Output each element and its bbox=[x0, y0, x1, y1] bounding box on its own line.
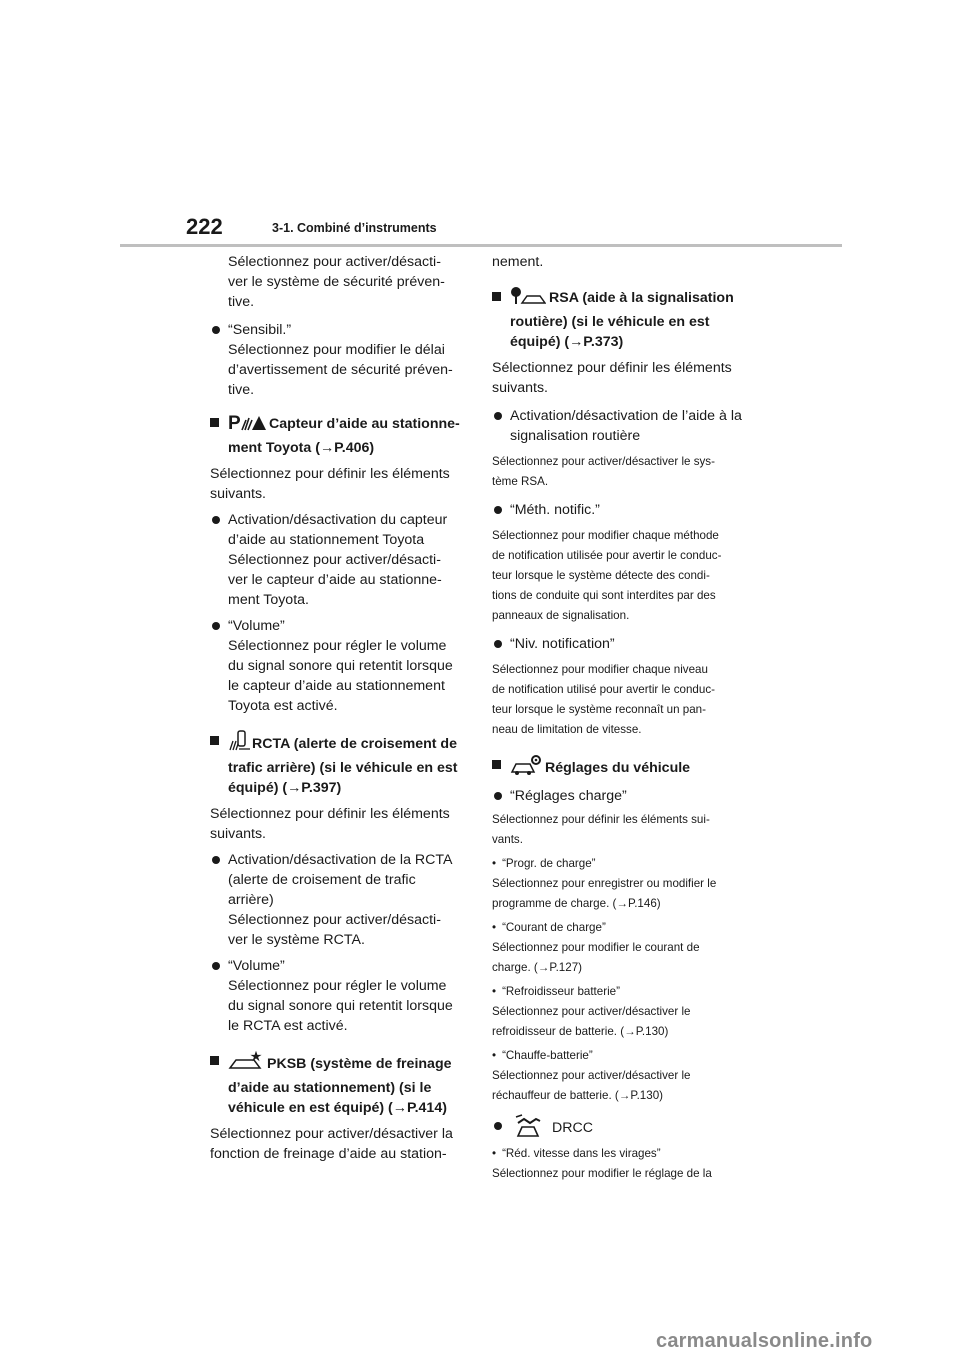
bullet-line: ment Toyota. bbox=[228, 592, 309, 608]
bullet-rcta-volume bbox=[210, 956, 468, 1036]
pksb-icon bbox=[228, 1050, 264, 1078]
bullet-line: Sélectionnez pour modifier le délai bbox=[228, 342, 445, 358]
bullet-line: Toyota est activé. bbox=[228, 698, 338, 714]
sub-item bbox=[492, 918, 754, 978]
sub-bullet-mark: • bbox=[492, 1049, 497, 1062]
heading-text: Capteur d’aide au stationne- bbox=[269, 416, 460, 432]
sub-item bbox=[492, 854, 754, 914]
sub-bullet-mark: • bbox=[492, 857, 497, 870]
intro-line: ver le système de sécurité préven- bbox=[228, 274, 445, 290]
small-text: vants. bbox=[492, 833, 523, 846]
bullet-line: du signal sonore qui retentit lorsque bbox=[228, 658, 453, 674]
sub-item-title: “Courant de charge” bbox=[502, 921, 606, 934]
heading-text: RCTA (alerte de croisement de bbox=[252, 736, 457, 752]
sub-item-line: programme de charge. (→P.146) bbox=[492, 897, 661, 910]
small-text: tions de conduite qui sont interdites par des bbox=[492, 589, 716, 602]
sub-item-line: charge. (→P.127) bbox=[492, 961, 583, 974]
section-intro: suivants. bbox=[210, 826, 266, 842]
sub-item-line: Sélectionnez pour modifier le réglage de la bbox=[492, 1167, 712, 1180]
heading-text: ment Toyota (→P.406) bbox=[228, 440, 375, 456]
section-intro: Sélectionnez pour activer/désactiver la bbox=[210, 1126, 453, 1142]
drcc-icon bbox=[514, 1114, 544, 1144]
bullet-dot bbox=[494, 792, 502, 800]
small-text: de notification utilisée pour avertir le conduc- bbox=[492, 549, 722, 562]
bullet-dot bbox=[212, 516, 220, 524]
bullet-dot bbox=[494, 640, 502, 648]
bullet-line: Activation/désactivation de la RCTA bbox=[228, 852, 453, 868]
bullet-rsa-activation bbox=[492, 406, 754, 446]
bullet-line: d’aide au stationnement Toyota bbox=[228, 532, 425, 548]
section-intro: fonction de freinage d’aide au station- bbox=[210, 1146, 447, 1162]
vehicle-settings-icon bbox=[510, 754, 542, 782]
bullet-line: (alerte de croisement de trafic bbox=[228, 872, 416, 888]
continuation-text: nement. bbox=[492, 254, 544, 270]
small-text: Sélectionnez pour modifier chaque méthode bbox=[492, 529, 719, 542]
sub-item-line: refroidisseur de batterie. (→P.130) bbox=[492, 1025, 669, 1038]
sub-item-title: “Refroidisseur batterie” bbox=[502, 985, 620, 998]
heading-text: routière) (si le véhicule en est bbox=[510, 314, 710, 330]
sub-bullet-mark: • bbox=[492, 1147, 497, 1160]
rsa-icon bbox=[510, 286, 546, 312]
bullet-dot bbox=[494, 1122, 502, 1130]
page-number: 222 bbox=[186, 214, 223, 239]
heading-text: d’aide au stationnement) (si le bbox=[228, 1080, 432, 1096]
square-bullet bbox=[210, 418, 219, 427]
bullet-line: tive. bbox=[228, 382, 255, 398]
heading-text: équipé) (→P.373) bbox=[510, 334, 624, 350]
bullet-line: Sélectionnez pour régler le volume bbox=[228, 638, 447, 654]
small-text: neau de limitation de vitesse. bbox=[492, 723, 642, 736]
bullet-dot bbox=[494, 412, 502, 420]
bullet-title: “Sensibil.” bbox=[228, 322, 292, 338]
sub-item-line: Sélectionnez pour enregistrer ou modifier le bbox=[492, 877, 717, 890]
section-intro: Sélectionnez pour définir les éléments bbox=[210, 466, 450, 482]
section-heading-rsa bbox=[492, 286, 754, 352]
bullet-line: ver le système RCTA. bbox=[228, 932, 365, 948]
intro-line: tive. bbox=[228, 294, 255, 310]
bullet-line: “Volume” bbox=[228, 618, 285, 634]
square-bullet bbox=[210, 1056, 219, 1065]
heading-text: véhicule en est équipé) (→P.414) bbox=[228, 1100, 447, 1116]
small-text: panneaux de signalisation. bbox=[492, 609, 630, 622]
bullet-sensibil bbox=[210, 320, 468, 400]
bullet-dot bbox=[212, 622, 220, 630]
bullet-charge-settings bbox=[492, 786, 754, 806]
bullet-parking-activation bbox=[210, 510, 468, 610]
bullet-title: “Méth. notific.” bbox=[510, 502, 600, 518]
bullet-drcc bbox=[492, 1114, 754, 1144]
bullet-line: arrière) bbox=[228, 892, 274, 908]
bullet-rcta-activation bbox=[210, 850, 468, 950]
svg-text:P: P bbox=[228, 413, 241, 432]
section-intro: suivants. bbox=[210, 486, 266, 502]
bullet-title: “Niv. notification” bbox=[510, 636, 615, 652]
sub-bullet-mark: • bbox=[492, 985, 497, 998]
heading-text: trafic arrière) (si le véhicule en est bbox=[228, 760, 458, 776]
sub-bullet-mark: • bbox=[492, 921, 497, 934]
small-text: Sélectionnez pour activer/désactiver le sys- bbox=[492, 455, 715, 468]
sub-item-title: “Réd. vitesse dans les virages” bbox=[502, 1147, 661, 1160]
bullet-line: le capteur d’aide au stationnement bbox=[228, 678, 445, 694]
sub-item bbox=[492, 982, 754, 1042]
rcta-icon bbox=[228, 730, 252, 758]
small-text: Sélectionnez pour définir les éléments sui- bbox=[492, 813, 710, 826]
square-bullet bbox=[492, 292, 501, 301]
bullet-rsa-level bbox=[492, 634, 754, 654]
section-heading-rcta bbox=[210, 730, 468, 798]
section-intro: suivants. bbox=[492, 380, 548, 396]
intro-line: Sélectionnez pour activer/désacti- bbox=[228, 254, 441, 270]
bullet-line: d’avertissement de sécurité préven- bbox=[228, 362, 453, 378]
sub-item-line: Sélectionnez pour modifier le courant de bbox=[492, 941, 700, 954]
sub-item-line: Sélectionnez pour activer/désactiver le bbox=[492, 1005, 691, 1018]
bullet-line: Sélectionnez pour régler le volume bbox=[228, 978, 447, 994]
small-text: Sélectionnez pour modifier chaque niveau bbox=[492, 663, 708, 676]
bullet-dot bbox=[494, 506, 502, 514]
small-text: tème RSA. bbox=[492, 475, 549, 488]
small-text: teur lorsque le système détecte des condi- bbox=[492, 569, 710, 582]
bullet-parking-volume bbox=[210, 616, 468, 716]
chapter-title: 3-1. Combiné d’instruments bbox=[272, 221, 437, 235]
sub-item bbox=[492, 1046, 754, 1106]
bullet-line: “Volume” bbox=[228, 958, 285, 974]
parking-sensor-icon bbox=[228, 412, 266, 438]
section-heading-pksb bbox=[210, 1050, 468, 1118]
sub-item-title: “Chauffe-batterie” bbox=[502, 1049, 593, 1062]
drcc-label: DRCC bbox=[552, 1120, 593, 1136]
square-bullet bbox=[210, 736, 219, 745]
watermark-link[interactable]: carmanualsonline.info bbox=[656, 1330, 873, 1352]
square-bullet bbox=[492, 760, 501, 769]
bullet-line: ver le capteur d’aide au stationne- bbox=[228, 572, 442, 588]
sub-item bbox=[492, 1144, 754, 1184]
left-column bbox=[210, 252, 468, 1164]
bullet-line: le RCTA est activé. bbox=[228, 1018, 348, 1034]
bullet-line: Activation/désactivation de l’aide à la bbox=[510, 408, 742, 424]
sub-item-title: “Progr. de charge” bbox=[502, 857, 596, 870]
small-text: de notification utilisé pour avertir le conduc- bbox=[492, 683, 715, 696]
bullet-dot bbox=[212, 962, 220, 970]
heading-text: PKSB (système de freinage bbox=[267, 1056, 452, 1072]
bullet-dot bbox=[212, 856, 220, 864]
small-text: teur lorsque le système reconnaît un pan- bbox=[492, 703, 706, 716]
section-heading-vehicle bbox=[492, 754, 754, 782]
section-intro: Sélectionnez pour définir les éléments bbox=[492, 360, 732, 376]
right-column bbox=[492, 252, 754, 1184]
sub-item-line: Sélectionnez pour activer/désactiver le bbox=[492, 1069, 691, 1082]
heading-text: RSA (aide à la signalisation bbox=[549, 290, 734, 306]
bullet-line: Activation/désactivation du capteur bbox=[228, 512, 448, 528]
heading-text: Réglages du véhicule bbox=[545, 760, 691, 776]
section-intro: Sélectionnez pour définir les éléments bbox=[210, 806, 450, 822]
bullet-dot bbox=[212, 326, 220, 334]
bullet-line: Sélectionnez pour activer/désacti- bbox=[228, 912, 441, 928]
section-heading-parking bbox=[210, 412, 468, 458]
header-rule bbox=[120, 244, 842, 247]
bullet-line: signalisation routière bbox=[510, 428, 641, 444]
bullet-rsa-method bbox=[492, 500, 754, 520]
sub-item-line: réchauffeur de batterie. (→P.130) bbox=[492, 1089, 664, 1102]
bullet-line: du signal sonore qui retentit lorsque bbox=[228, 998, 453, 1014]
bullet-line: Sélectionnez pour activer/désacti- bbox=[228, 552, 441, 568]
bullet-title: “Réglages charge” bbox=[510, 788, 627, 804]
heading-text: équipé) (→P.397) bbox=[228, 780, 342, 796]
